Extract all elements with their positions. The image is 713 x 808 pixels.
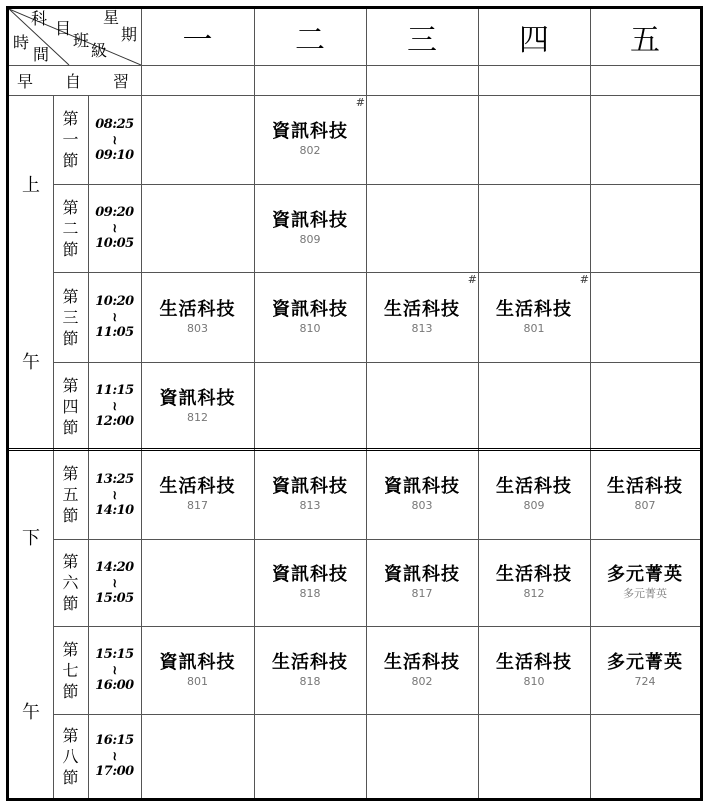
schedule-slot[interactable] bbox=[141, 95, 254, 184]
period-label bbox=[53, 184, 88, 272]
morning-half-label-2: 午 bbox=[22, 352, 40, 374]
subject-name: 資訊科技 bbox=[159, 651, 236, 673]
class-room: 809 bbox=[523, 499, 545, 512]
corner-class-1: 班 bbox=[73, 31, 90, 50]
class-room: 724 bbox=[634, 674, 656, 688]
period-end-time: 11:05 bbox=[95, 325, 134, 340]
class-room: 813 bbox=[299, 499, 321, 512]
class-room: 812 bbox=[523, 587, 545, 600]
schedule-slot[interactable] bbox=[478, 714, 590, 798]
class-room: 818 bbox=[299, 587, 321, 600]
schedule-slot[interactable] bbox=[366, 272, 478, 362]
morning-slot[interactable] bbox=[254, 65, 366, 95]
afternoon-half-label-1: 下 bbox=[22, 528, 40, 549]
subject-name: 資訊科技 bbox=[272, 298, 348, 320]
period-label-char: 節 bbox=[62, 328, 79, 348]
period-label-char: 一 bbox=[62, 130, 79, 149]
schedule-slot[interactable] bbox=[590, 714, 700, 798]
schedule-slot[interactable] bbox=[254, 95, 366, 184]
period-start-time: 14:20 bbox=[95, 559, 134, 575]
schedule-slot[interactable] bbox=[590, 626, 700, 714]
period-label-char: 節 bbox=[62, 767, 79, 787]
period-time-separator: ≀ bbox=[112, 575, 117, 590]
period-label-char: 六 bbox=[62, 573, 79, 592]
afternoon-half-label-2: 午 bbox=[22, 702, 40, 723]
period-end-time: 14:10 bbox=[95, 502, 134, 518]
hash-mark-icon: # bbox=[579, 273, 589, 286]
period-label bbox=[53, 95, 88, 184]
period-label-char: 節 bbox=[62, 594, 79, 613]
subject-name: 資訊科技 bbox=[272, 209, 348, 231]
corner-week-1: 星 bbox=[103, 8, 120, 27]
day-header: 一 bbox=[182, 23, 213, 58]
period-start-time: 11:15 bbox=[95, 383, 134, 398]
subject-name: 資訊科技 bbox=[384, 476, 460, 497]
schedule-slot[interactable] bbox=[254, 626, 366, 714]
schedule-slot[interactable] bbox=[478, 272, 590, 362]
hash-mark-icon: # bbox=[467, 273, 477, 286]
period-label-char: 五 bbox=[62, 485, 79, 504]
schedule-slot[interactable] bbox=[254, 184, 366, 272]
period-time bbox=[88, 184, 141, 272]
schedule-slot[interactable] bbox=[590, 539, 700, 626]
morning-slot[interactable] bbox=[366, 65, 478, 95]
schedule-slot[interactable] bbox=[254, 450, 366, 539]
schedule-slot[interactable] bbox=[478, 450, 590, 539]
class-room: 807 bbox=[634, 499, 656, 512]
period-time-separator: ≀ bbox=[112, 663, 117, 677]
schedule-slot[interactable] bbox=[478, 362, 590, 450]
schedule-slot[interactable] bbox=[254, 272, 366, 362]
period-label-char: 二 bbox=[62, 218, 79, 238]
subject-name: 多元菁英 bbox=[607, 651, 683, 673]
schedule-slot[interactable] bbox=[366, 714, 478, 798]
class-room: 810 bbox=[299, 321, 321, 335]
period-label bbox=[53, 626, 88, 714]
class-room: 802 bbox=[299, 144, 321, 157]
class-room: 817 bbox=[411, 587, 433, 600]
corner-subject-1: 科 bbox=[31, 9, 48, 28]
morning-slot[interactable] bbox=[141, 65, 254, 95]
schedule-slot[interactable] bbox=[141, 539, 254, 626]
period-label-char: 節 bbox=[62, 239, 79, 259]
class-room: 803 bbox=[187, 321, 208, 335]
class-room: 812 bbox=[187, 410, 208, 424]
schedule-slot[interactable] bbox=[478, 95, 590, 184]
period-end-time: 12:00 bbox=[95, 414, 134, 429]
period-time-separator: ≀ bbox=[112, 310, 117, 324]
class-room: 813 bbox=[411, 321, 433, 335]
day-header: 四 bbox=[519, 23, 549, 58]
schedule-slot[interactable] bbox=[366, 626, 478, 714]
period-time bbox=[88, 626, 141, 714]
period-time bbox=[88, 95, 141, 184]
period-label-char: 第 bbox=[62, 725, 79, 745]
schedule-slot[interactable] bbox=[478, 626, 590, 714]
morning-label-char: 習 bbox=[112, 71, 129, 91]
period-time bbox=[88, 450, 141, 539]
period-time-separator: ≀ bbox=[112, 132, 117, 147]
period-start-time: 10:20 bbox=[95, 294, 134, 309]
period-label bbox=[53, 450, 88, 539]
class-room: 818 bbox=[299, 674, 321, 688]
period-end-time: 10:05 bbox=[95, 236, 134, 251]
corner-time-2: 間 bbox=[33, 45, 50, 64]
schedule-slot[interactable] bbox=[590, 184, 700, 272]
corner-time-1: 時 bbox=[13, 33, 30, 52]
class-room: 803 bbox=[411, 499, 433, 512]
period-label bbox=[53, 714, 88, 798]
period-time-separator: ≀ bbox=[112, 399, 117, 413]
period-label bbox=[53, 362, 88, 450]
schedule-slot[interactable] bbox=[141, 184, 254, 272]
period-label-char: 第 bbox=[62, 375, 79, 395]
subject-name: 生活科技 bbox=[159, 476, 236, 497]
morning-half-label-1: 上 bbox=[22, 174, 40, 196]
period-time-separator: ≀ bbox=[112, 221, 117, 235]
schedule-slot[interactable] bbox=[141, 626, 254, 714]
schedule-slot[interactable] bbox=[366, 184, 478, 272]
subject-name: 生活科技 bbox=[496, 651, 572, 673]
schedule-slot[interactable] bbox=[366, 95, 478, 184]
period-time-separator: ≀ bbox=[112, 749, 117, 763]
period-label-char: 第 bbox=[62, 286, 79, 306]
period-label bbox=[53, 539, 88, 626]
period-label-char: 節 bbox=[62, 506, 79, 525]
class-room: 810 bbox=[523, 674, 545, 688]
class-room: 809 bbox=[299, 232, 321, 246]
subject-name: 生活科技 bbox=[496, 476, 572, 497]
subject-name: 資訊科技 bbox=[272, 564, 348, 585]
period-start-time: 08:25 bbox=[95, 116, 134, 132]
schedule-slot[interactable] bbox=[141, 450, 254, 539]
corner-week-2: 期 bbox=[121, 25, 138, 44]
hash-mark-icon: # bbox=[355, 96, 365, 109]
morning-self-study-label bbox=[9, 65, 141, 95]
period-label-char: 第 bbox=[62, 197, 79, 217]
subject-name: 生活科技 bbox=[384, 298, 460, 320]
subject-name: 資訊科技 bbox=[272, 121, 348, 142]
schedule-slot[interactable] bbox=[590, 362, 700, 450]
schedule-slot[interactable] bbox=[366, 362, 478, 450]
schedule-slot[interactable] bbox=[141, 362, 254, 450]
period-label-char: 節 bbox=[62, 417, 79, 437]
corner-class-2: 級 bbox=[91, 41, 108, 60]
day-header: 三 bbox=[407, 23, 437, 58]
schedule-slot[interactable] bbox=[478, 539, 590, 626]
timetable bbox=[6, 6, 703, 801]
period-label-char: 三 bbox=[62, 307, 79, 327]
period-label-char: 四 bbox=[62, 396, 79, 416]
morning-label-char: 自 bbox=[64, 71, 81, 91]
schedule-slot[interactable] bbox=[366, 539, 478, 626]
period-time-separator: ≀ bbox=[112, 487, 117, 502]
period-time bbox=[88, 539, 141, 626]
period-end-time: 16:00 bbox=[95, 678, 134, 693]
schedule-slot[interactable] bbox=[141, 714, 254, 798]
subject-name: 生活科技 bbox=[496, 564, 572, 585]
period-label-char: 第 bbox=[62, 552, 79, 571]
period-label bbox=[53, 272, 88, 362]
period-start-time: 15:15 bbox=[95, 647, 134, 662]
class-room: 817 bbox=[187, 499, 208, 512]
period-time bbox=[88, 714, 141, 798]
period-label-char: 七 bbox=[62, 660, 79, 680]
class-room: 801 bbox=[523, 321, 545, 335]
day-header: 二 bbox=[295, 23, 325, 58]
subject-name: 生活科技 bbox=[272, 651, 348, 673]
class-room: 多元菁英 bbox=[623, 587, 667, 600]
period-label-char: 第 bbox=[62, 639, 79, 659]
period-time bbox=[88, 362, 141, 450]
period-label-char: 節 bbox=[62, 681, 79, 701]
day-header: 五 bbox=[630, 23, 660, 58]
header-corner bbox=[9, 9, 141, 65]
subject-name: 多元菁英 bbox=[607, 564, 683, 585]
period-start-time: 09:20 bbox=[95, 205, 134, 220]
morning-slot[interactable] bbox=[478, 65, 590, 95]
subject-name: 生活科技 bbox=[496, 298, 572, 320]
schedule-slot[interactable] bbox=[366, 450, 478, 539]
schedule-slot[interactable] bbox=[254, 362, 366, 450]
schedule-slot[interactable] bbox=[478, 184, 590, 272]
morning-slot[interactable] bbox=[590, 65, 700, 95]
subject-name: 生活科技 bbox=[607, 476, 683, 497]
period-label-char: 第 bbox=[62, 464, 79, 483]
schedule-slot[interactable] bbox=[254, 539, 366, 626]
schedule-slot[interactable] bbox=[590, 450, 700, 539]
subject-name: 生活科技 bbox=[159, 298, 236, 320]
period-label-char: 第 bbox=[62, 109, 79, 128]
schedule-slot[interactable] bbox=[254, 714, 366, 798]
schedule-slot[interactable] bbox=[590, 95, 700, 184]
schedule-slot[interactable] bbox=[590, 272, 700, 362]
period-time bbox=[88, 272, 141, 362]
morning-label-char: 早 bbox=[17, 71, 34, 91]
period-start-time: 16:15 bbox=[95, 733, 134, 748]
subject-name: 資訊科技 bbox=[272, 476, 348, 497]
period-start-time: 13:25 bbox=[95, 471, 134, 487]
subject-name: 資訊科技 bbox=[159, 387, 236, 409]
period-end-time: 15:05 bbox=[95, 590, 134, 606]
period-end-time: 17:00 bbox=[95, 764, 134, 779]
subject-name: 資訊科技 bbox=[384, 564, 460, 585]
period-label-char: 八 bbox=[62, 746, 79, 766]
subject-name: 生活科技 bbox=[384, 651, 460, 673]
schedule-slot[interactable] bbox=[141, 272, 254, 362]
period-label-char: 節 bbox=[62, 151, 79, 170]
class-room: 801 bbox=[187, 674, 208, 688]
period-end-time: 09:10 bbox=[95, 147, 134, 163]
class-room: 802 bbox=[411, 674, 433, 688]
corner-subject-2: 目 bbox=[55, 19, 72, 38]
